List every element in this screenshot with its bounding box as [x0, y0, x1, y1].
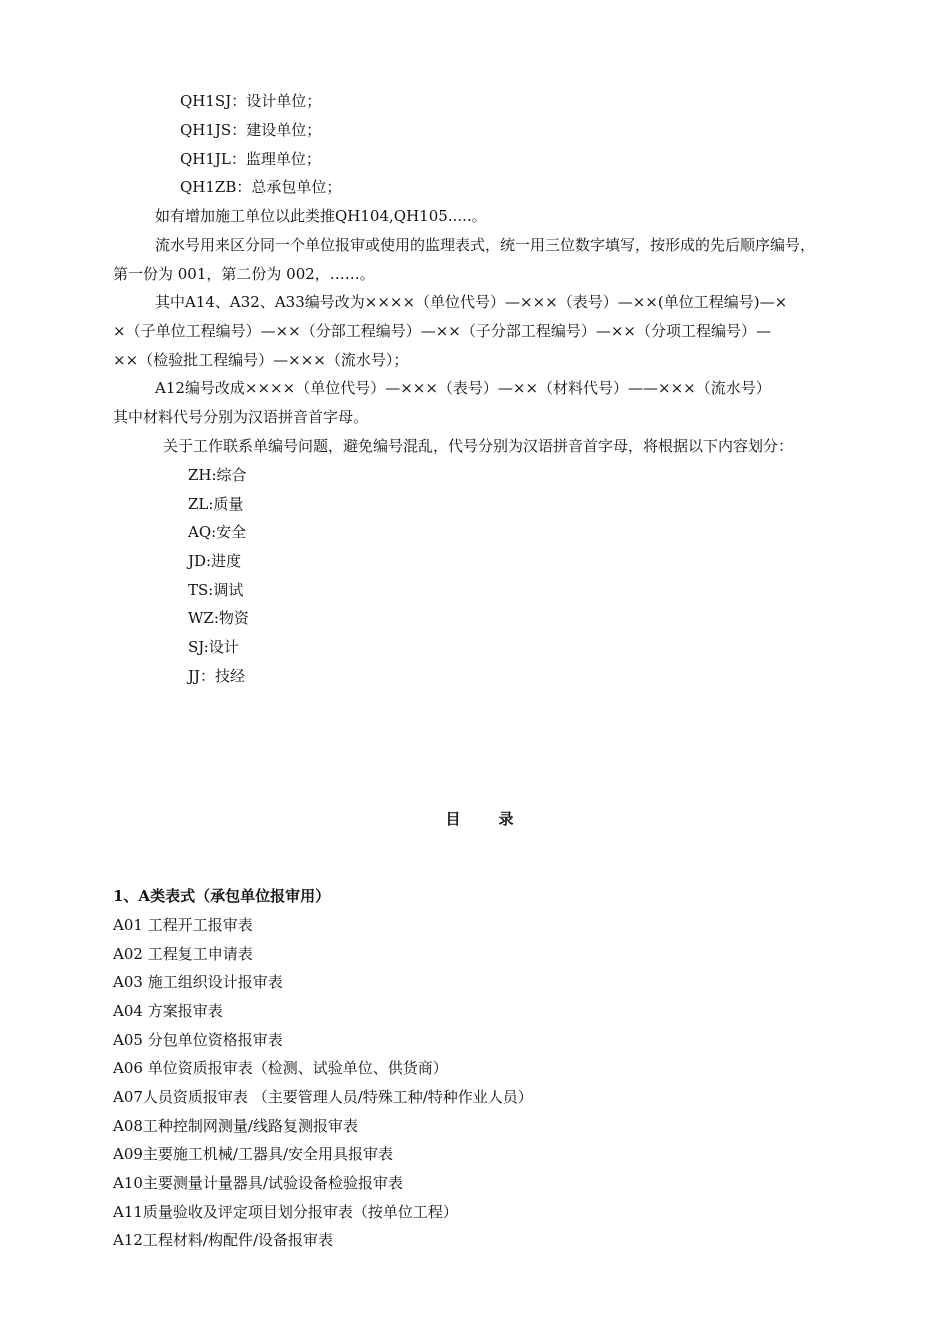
- paragraph-line: A12编号改成××××（单位代号）—×××（表号）—××（材料代号）——×××（流水号）: [155, 379, 771, 397]
- toc-item[interactable]: A08工种控制网测量/线路复测报审表: [113, 1117, 358, 1135]
- unit-code-item: QH1JL：监理单位；: [180, 150, 321, 168]
- toc-item[interactable]: A02 工程复工申请表: [113, 945, 253, 963]
- paragraph-line: ××（检验批工程编号）—×××（流水号）；: [113, 351, 409, 369]
- contact-code-item: AQ:安全: [188, 523, 247, 541]
- paragraph-contact-form: 关于工作联系单编号问题，避免编号混乱，代号分别为汉语拼音首字母，将根据以下内容划分：: [163, 437, 794, 455]
- toc-item[interactable]: A04 方案报审表: [113, 1002, 223, 1020]
- toc-item[interactable]: A01 工程开工报审表: [113, 916, 253, 934]
- paragraph-line: ×（子单位工程编号）—××（分部工程编号）—××（子分部工程编号）—××（分项工程编号）—: [113, 322, 771, 340]
- paragraph-more-units: 如有增加施工单位以此类推QH104,QH105.....。: [155, 207, 487, 225]
- contact-code-item: JJ：技经: [188, 667, 246, 685]
- unit-code-item: QH1ZB：总承包单位；: [180, 178, 342, 196]
- contact-code-item: ZL:质量: [188, 495, 244, 513]
- toc-item[interactable]: A12工程材料/构配件/设备报审表: [113, 1231, 334, 1249]
- paragraph-line: 其中A14、A32、A33编号改为××××（单位代号）—×××（表号）—××(单位工程编号)—×: [155, 293, 788, 311]
- contact-code-item: TS:调试: [188, 581, 244, 599]
- toc-item[interactable]: A11质量验收及评定项目划分报审表（按单位工程）: [113, 1203, 458, 1221]
- toc-item[interactable]: A07人员资质报审表 （主要管理人员/特殊工种/特种作业人员）: [113, 1088, 533, 1106]
- toc-section-heading: 1、A类表式（承包单位报审用）: [113, 887, 331, 905]
- toc-item[interactable]: A03 施工组织设计报审表: [113, 973, 283, 991]
- toc-title: 目录: [445, 810, 552, 828]
- toc-item[interactable]: A10主要测量计量器具/试验设备检验报审表: [113, 1174, 403, 1192]
- toc-item[interactable]: A09主要施工机械/工器具/安全用具报审表: [113, 1145, 394, 1163]
- paragraph-line: 其中材料代号分别为汉语拼音首字母。: [113, 408, 369, 426]
- paragraph-line: 第一份为 001，第二份为 002，……。: [113, 265, 375, 283]
- unit-code-item: QH1JS：建设单位；: [180, 121, 322, 139]
- toc-item[interactable]: A05 分包单位资格报审表: [113, 1031, 283, 1049]
- contact-code-item: JD:进度: [188, 552, 242, 570]
- unit-code-item: QH1SJ：设计单位；: [180, 92, 322, 110]
- contact-code-item: ZH:综合: [188, 466, 247, 484]
- toc-item[interactable]: A06 单位资质报审表（检测、试验单位、供货商）: [113, 1059, 448, 1077]
- contact-code-item: WZ:物资: [188, 609, 249, 627]
- paragraph-line: 流水号用来区分同一个单位报审或使用的监理表式，统一用三位数字填写，按形成的先后顺序编号，: [155, 236, 816, 254]
- contact-code-item: SJ:设计: [188, 638, 239, 656]
